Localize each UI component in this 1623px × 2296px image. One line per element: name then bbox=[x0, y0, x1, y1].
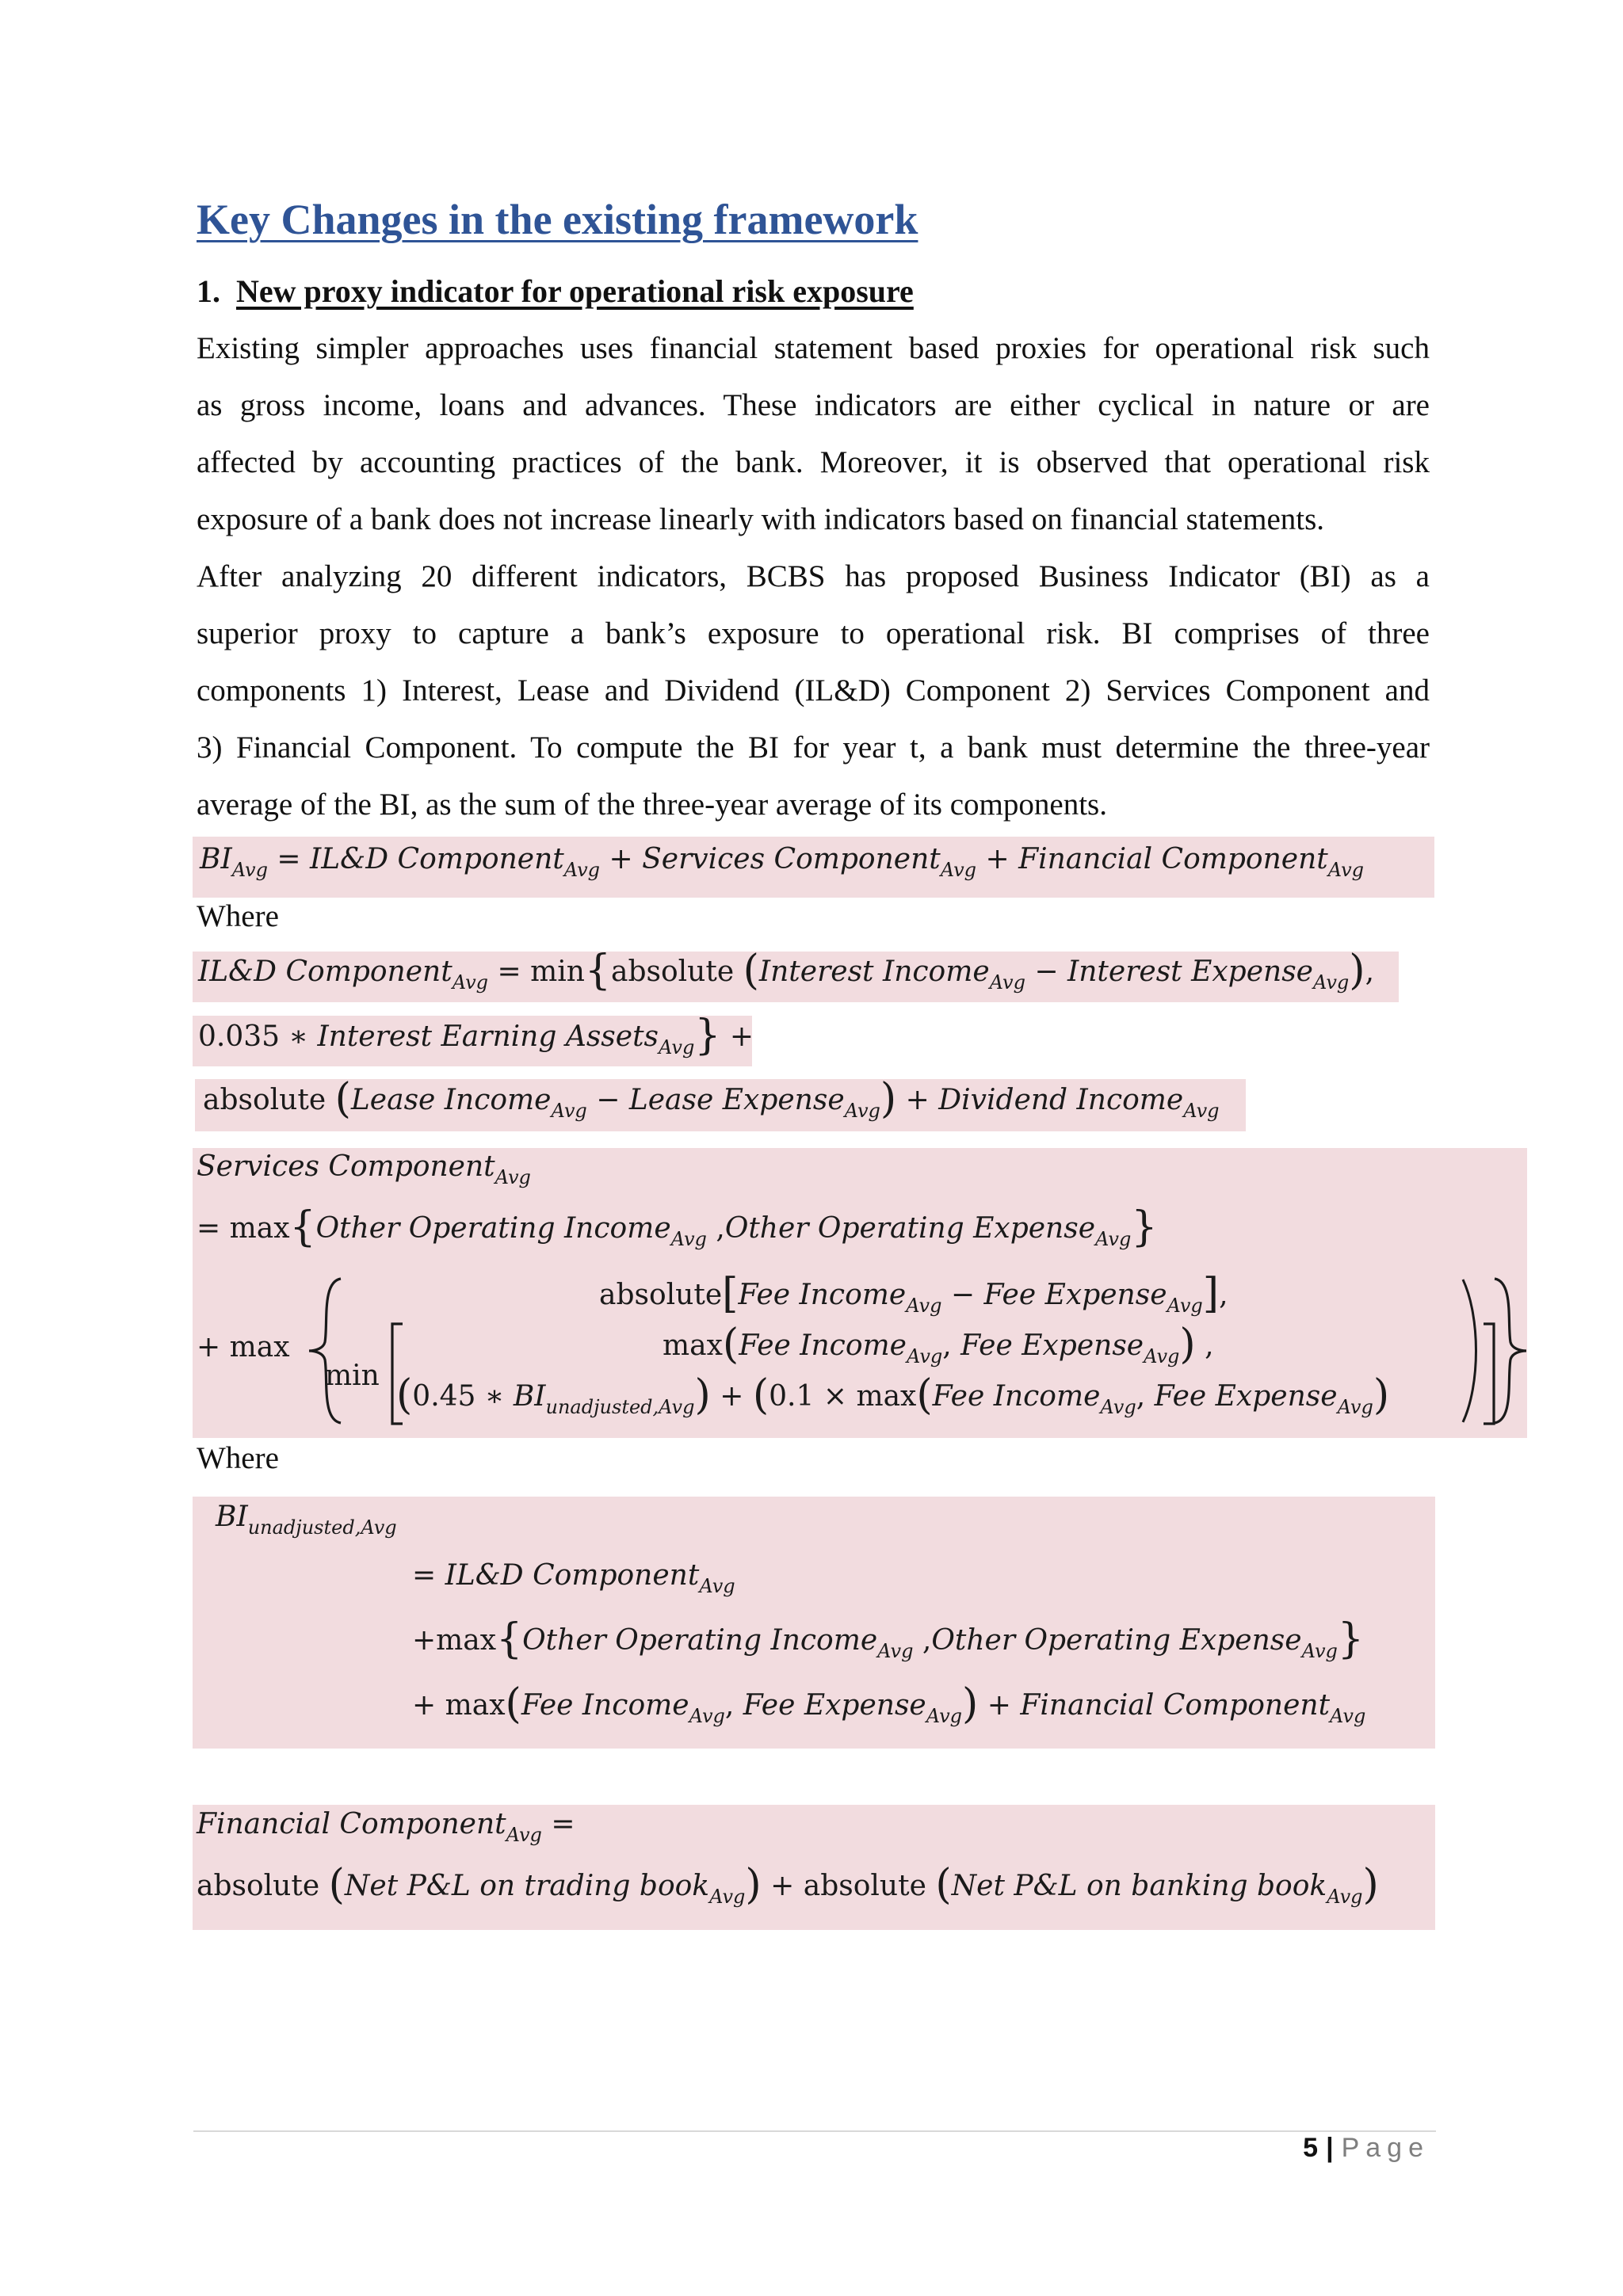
right-paren-icon bbox=[1458, 1277, 1480, 1425]
right-bracket-icon bbox=[1480, 1322, 1499, 1426]
paragraph-line: as gross income, loans and advances. These indicators are either cyclical in nature or are bbox=[197, 388, 1430, 422]
equation-services-cap: (0.45 ∗ $BI_{unadjusted,Avg}) + (0.1 \times \max(Fee$ Income$_{Avg}$, Fee Expense$_{Avg}$) bbox=[396, 1371, 1390, 1419]
equation-bi-avg: $BI_{Avg}$ = IL&D Component$_{Avg}$ + Services Component$_{Avg}$ + Financial Component$_{Avg}$ bbox=[200, 843, 1365, 881]
equation-services-label: Services Component$_{Avg}$ bbox=[197, 1150, 531, 1188]
paragraph-line: components 1) Interest, Lease and Dividend (IL&D) Component 2) Services Component and bbox=[197, 673, 1430, 707]
section-heading: Key Changes in the existing framework bbox=[197, 196, 918, 243]
equation-financial-label: Financial Component$_{Avg}$ = bbox=[197, 1808, 575, 1846]
footer-separator: | bbox=[1326, 2133, 1334, 2163]
subsection-title: New proxy indicator for operational risk exposure bbox=[236, 273, 914, 309]
footer-divider bbox=[193, 2130, 1436, 2132]
equation-financial-line1: absolute (Net P&L on trading book$_{Avg}$) + absolute (Net P&L on banking book$_{Avg}$) bbox=[197, 1861, 1379, 1909]
equation-biunadj-line1: = IL&D Component$_{Avg}$ bbox=[412, 1559, 735, 1597]
equation-services-absfee: absolute[Fee Income$_{Avg}$ − Fee Expense$_{Avg}$], bbox=[599, 1270, 1228, 1318]
equation-biunadj-label: $BI_{unadjusted,Avg}$ bbox=[216, 1501, 397, 1539]
subsection-heading bbox=[197, 273, 914, 310]
paragraph-1 bbox=[197, 320, 1430, 548]
paragraph-line: Existing simpler approaches uses financial statement based proxies for operational risk such bbox=[197, 331, 1430, 365]
paragraph-line: 3) Financial Component. To compute the BI for year t, a bank must determine the three-year bbox=[197, 730, 1430, 765]
equation-services-maxfee: max(Fee Income$_{Avg}$, Fee Expense$_{Avg}$) , bbox=[663, 1321, 1214, 1368]
paragraph-line: average of the BI, as the sum of the three-year average of its components. bbox=[197, 788, 1107, 822]
paragraph-line: After analyzing 20 different indicators, BCBS has proposed Business Indicator (BI) as a bbox=[197, 559, 1430, 593]
paragraph-line: exposure of a bank does not increase linearly with indicators based on financial statements. bbox=[197, 502, 1325, 536]
page-label: Page bbox=[1341, 2133, 1430, 2163]
where-label: Where bbox=[197, 1441, 279, 1475]
equation-ild-line2: 0.035 ∗ Interest Earning Assets$_{Avg}$} + bbox=[198, 1012, 754, 1059]
page-footer bbox=[1303, 2133, 1430, 2164]
paragraph-line: affected by accounting practices of the bank. Moreover, it is observed that operational risk bbox=[197, 445, 1430, 479]
equation-services-line1: = max{Other Operating Income$_{Avg}$ ,Other Operating Expense$_{Avg}$} bbox=[197, 1203, 1158, 1251]
paragraph-2 bbox=[197, 548, 1430, 833]
equation-biunadj-line3: + max(Fee Income$_{Avg}$, Fee Expense$_{Avg}$) + Financial Component$_{Avg}$ bbox=[412, 1680, 1366, 1728]
equation-biunadj-line2: +max{Other Operating Income$_{Avg}$ ,Other Operating Expense$_{Avg}$} bbox=[412, 1615, 1364, 1663]
equation-ild-line1: IL&D Component$_{Avg}$ = min{absolute (Interest Income$_{Avg}$ − Interest Expense$_{Avg}$), bbox=[198, 947, 1375, 994]
paragraph-line: superior proxy to capture a bank’s exposure to operational risk. BI comprises of three bbox=[197, 616, 1430, 650]
page-number: 5 bbox=[1303, 2133, 1319, 2163]
equation-services-max: + max bbox=[197, 1331, 290, 1363]
subsection-number: 1. bbox=[197, 273, 220, 309]
equation-services-min: min bbox=[325, 1360, 380, 1392]
where-label: Where bbox=[197, 899, 279, 933]
left-curly-brace-icon bbox=[301, 1276, 349, 1426]
equation-ild-line3: absolute (Lease Income$_{Avg}$ − Lease Expense$_{Avg}$) + Dividend Income$_{Avg}$ bbox=[203, 1075, 1220, 1123]
